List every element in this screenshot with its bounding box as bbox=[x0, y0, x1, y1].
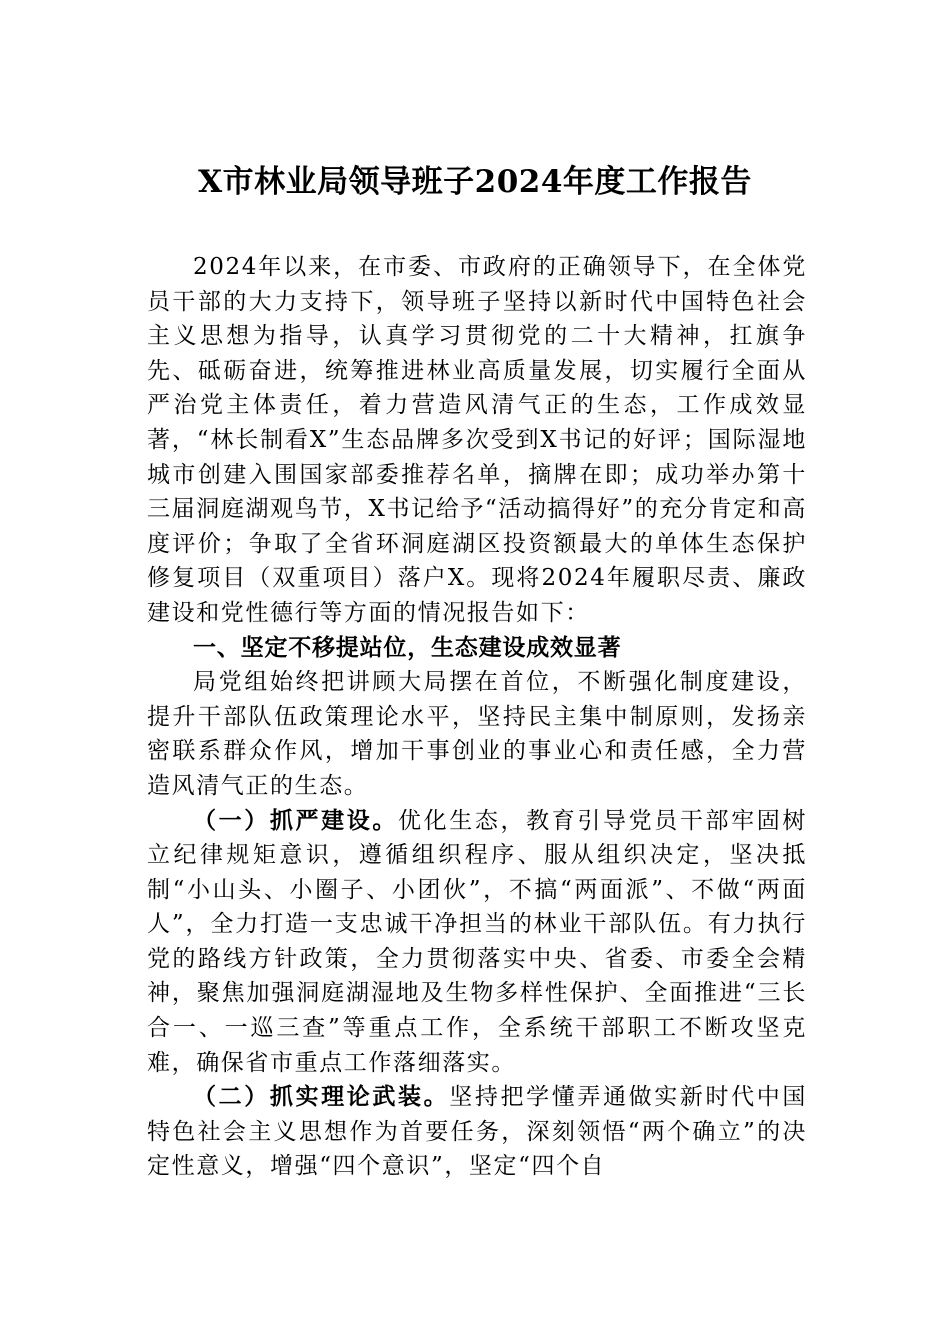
intro-paragraph: 2024年以来，在市委、市政府的正确领导下，在全体党员干部的大力支持下，领导班子坚持以新时代中国特色社会主义思想为指导，认真学习贯彻党的二十大精神，扛旗争先、砥砺奋进，统筹推进林业高质量发展，切实履行全面从严治党主体责任，着力营造风清气正的生态，工作成效显著，“林长制看X”生态品牌多次受到X书记的好评；国际湿地城市创建入围国家部委推荐名单，摘牌在即；成功举办第十三届洞庭湖观鸟节，X书记给予“活动搞得好”的充分肯定和高度评价；争取了全省环洞庭湖区投资额最大的单体生态保护修复项目（双重项目）落户X。现将2024年履职尽责、廉政建设和党性德行等方面的情况报告如下： bbox=[147, 254, 807, 626]
section-heading: 一、坚定不移提站位，生态建设成效显著 bbox=[193, 634, 622, 661]
item-paragraph-1 bbox=[147, 804, 807, 1081]
item-lead-1: （一）抓严建设。 bbox=[193, 806, 399, 834]
item-paragraph-2 bbox=[147, 1080, 807, 1184]
item-text-1: 优化生态，教育引导党员干部牢固树立纪律规矩意识，遵循组织程序、服从组织决定，坚决抵制“小山头、小圈子、小团伙”，不搞“两面派”、不做“两面人”，全力打造一支忠诚干净担当的林业干部队伍。有力执行党的路线方针政策，全力贯彻落实中央、省委、市委全会精神，聚焦加强洞庭湖湿地及生物多样性保护、全面推进“三长合一、一巡三查”等重点工作，全系统干部职工不断攻坚克难，确保省市重点工作落细落实。 bbox=[147, 807, 807, 1076]
item-text-2: 坚持把学懂弄通做实新时代中国特色社会主义思想作为首要任务，深刻领悟“两个确立”的决定性意义，增强“四个意识”，坚定“四个自 bbox=[147, 1084, 808, 1180]
section-intro-paragraph: 局党组始终把讲顾大局摆在首位，不断强化制度建设，提升干部队伍政策理论水平，坚持民主集中制原则，发扬亲密联系群众作风，增加干事创业的事业心和责任感，全力营造风清气正的生态。 bbox=[147, 669, 807, 799]
item-lead-2: （二）抓实理论武装。 bbox=[193, 1083, 450, 1111]
document-title: X市林业局领导班子2024年度工作报告 bbox=[198, 164, 752, 200]
document-body bbox=[147, 250, 807, 1184]
